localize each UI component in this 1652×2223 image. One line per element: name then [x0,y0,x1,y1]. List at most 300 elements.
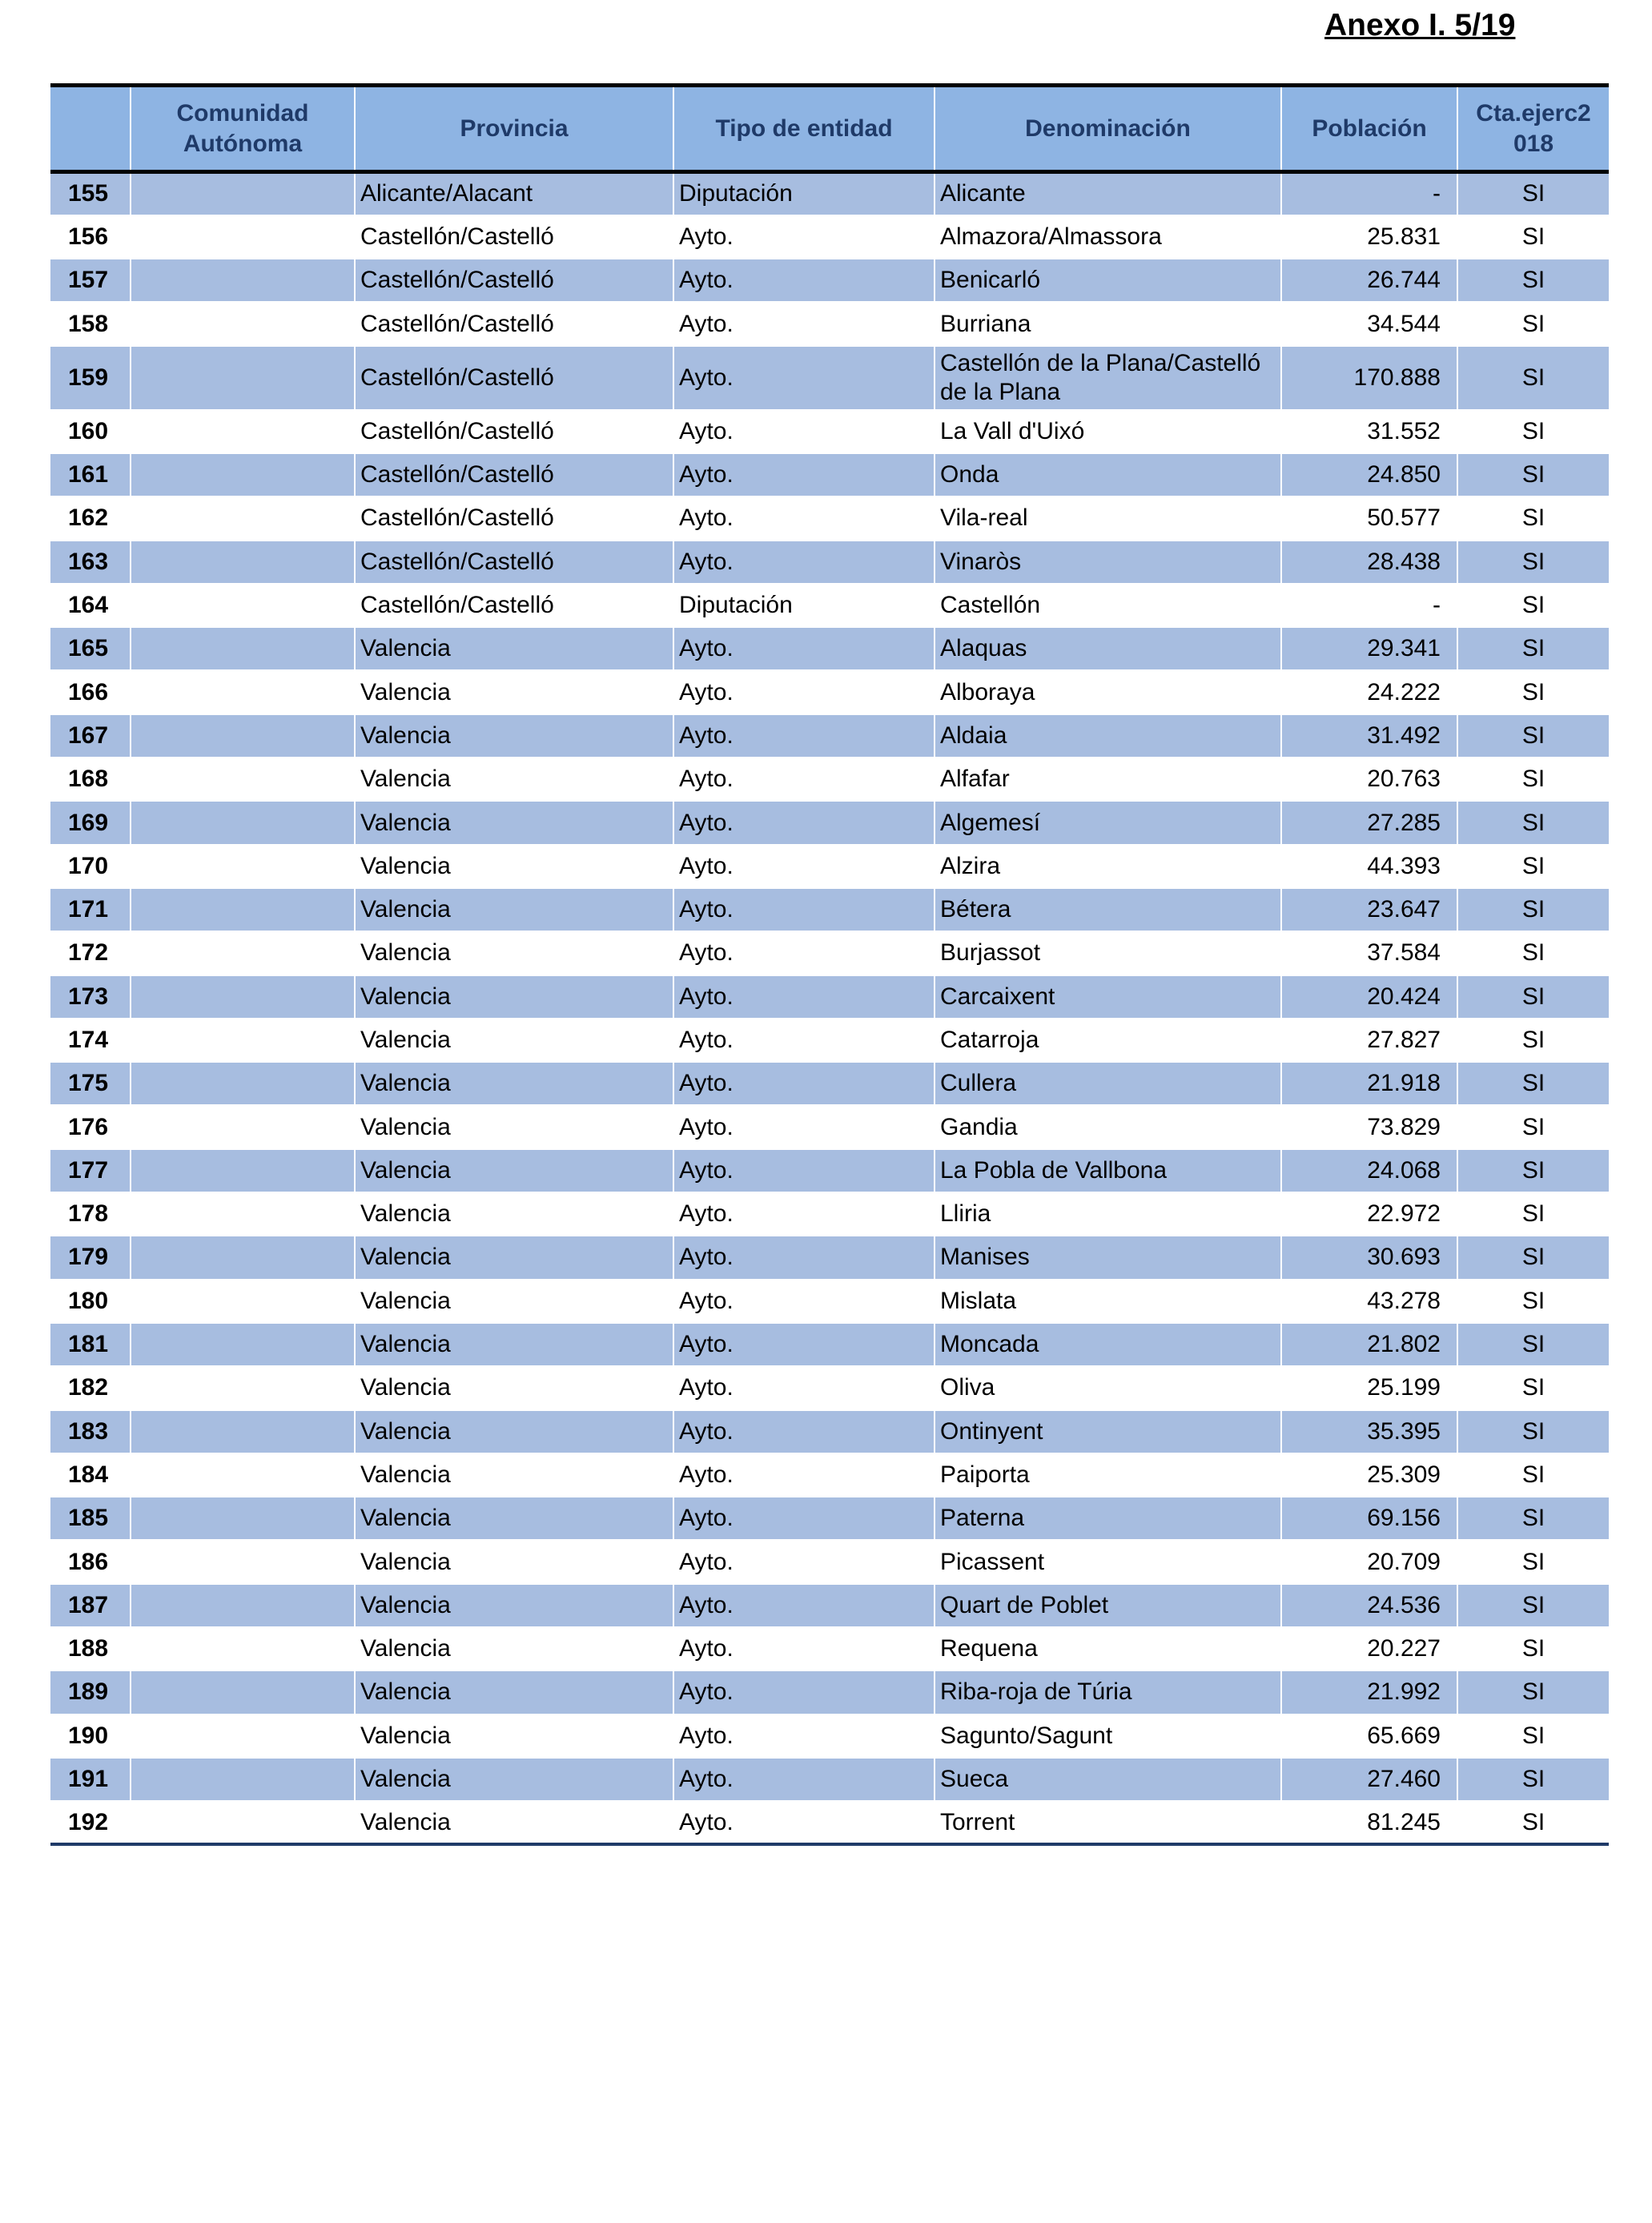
cell-comunidad [131,1453,355,1497]
table-row [50,627,1609,670]
cell-num: 158 [50,302,131,345]
cell-provincia: Valencia [355,1670,673,1714]
cell-num: 175 [50,1062,131,1105]
cell-cta: SI [1457,801,1609,844]
cell-provincia: Valencia [355,1062,673,1105]
cell-num: 169 [50,801,131,844]
cell-num: 191 [50,1758,131,1801]
table-row [50,259,1609,302]
cell-provincia: Castellón/Castelló [355,346,673,410]
cell-denominacion: Bétera [935,888,1281,931]
cell-provincia: Valencia [355,1453,673,1497]
cell-poblacion: 25.199 [1281,1366,1457,1409]
cell-denominacion: Algemesí [935,801,1281,844]
cell-cta: SI [1457,1192,1609,1236]
cell-comunidad [131,1584,355,1627]
cell-denominacion: Burriana [935,302,1281,345]
cell-comunidad [131,1497,355,1540]
header-comunidad: Comunidad Autónoma [131,86,355,172]
cell-provincia: Valencia [355,1280,673,1323]
cell-poblacion: 22.972 [1281,1192,1457,1236]
cell-poblacion: 27.460 [1281,1758,1457,1801]
cell-cta: SI [1457,670,1609,714]
cell-comunidad [131,172,355,215]
table-row [50,1062,1609,1105]
cell-denominacion: Benicarló [935,259,1281,302]
table-row [50,346,1609,410]
table-row [50,714,1609,758]
cell-cta: SI [1457,845,1609,888]
table-row [50,172,1609,215]
cell-denominacion: Alicante [935,172,1281,215]
cell-denominacion: Vila-real [935,496,1281,540]
cell-comunidad [131,1366,355,1409]
cell-comunidad [131,931,355,975]
table-row [50,453,1609,496]
cell-provincia: Castellón/Castelló [355,541,673,584]
cell-comunidad [131,259,355,302]
cell-tipo: Ayto. [673,1105,935,1148]
cell-cta: SI [1457,410,1609,453]
cell-tipo: Diputación [673,172,935,215]
cell-comunidad [131,1758,355,1801]
cell-tipo: Ayto. [673,714,935,758]
cell-poblacion: - [1281,172,1457,215]
cell-denominacion: Moncada [935,1323,1281,1366]
cell-denominacion: Onda [935,453,1281,496]
header-denominacion: Denominación [935,86,1281,172]
cell-num: 183 [50,1410,131,1453]
cell-tipo: Ayto. [673,1540,935,1583]
table-row [50,1192,1609,1236]
table-body [50,172,1609,1845]
cell-denominacion: Oliva [935,1366,1281,1409]
cell-num: 187 [50,1584,131,1627]
cell-comunidad [131,975,355,1019]
cell-provincia: Valencia [355,1105,673,1148]
cell-denominacion: Picassent [935,1540,1281,1583]
cell-provincia: Valencia [355,1192,673,1236]
cell-comunidad [131,541,355,584]
cell-denominacion: Burjassot [935,931,1281,975]
cell-tipo: Ayto. [673,259,935,302]
table-row [50,1627,1609,1670]
cell-cta: SI [1457,1062,1609,1105]
cell-num: 177 [50,1149,131,1192]
table-row [50,1670,1609,1714]
cell-tipo: Ayto. [673,801,935,844]
cell-poblacion: 24.068 [1281,1149,1457,1192]
cell-provincia: Valencia [355,627,673,670]
cell-provincia: Castellón/Castelló [355,584,673,627]
cell-cta: SI [1457,1453,1609,1497]
cell-cta: SI [1457,1019,1609,1062]
cell-num: 184 [50,1453,131,1497]
cell-cta: SI [1457,1670,1609,1714]
cell-tipo: Ayto. [673,975,935,1019]
cell-denominacion: Alaquas [935,627,1281,670]
cell-provincia: Valencia [355,1714,673,1758]
table-row [50,1540,1609,1583]
cell-tipo: Ayto. [673,1714,935,1758]
cell-num: 167 [50,714,131,758]
cell-provincia: Valencia [355,1366,673,1409]
cell-tipo: Ayto. [673,845,935,888]
cell-tipo: Ayto. [673,1670,935,1714]
cell-cta: SI [1457,975,1609,1019]
cell-denominacion: Sueca [935,1758,1281,1801]
cell-num: 163 [50,541,131,584]
cell-comunidad [131,670,355,714]
cell-denominacion: Alfafar [935,758,1281,801]
cell-poblacion: 31.492 [1281,714,1457,758]
cell-tipo: Ayto. [673,1323,935,1366]
cell-tipo: Ayto. [673,1366,935,1409]
cell-num: 157 [50,259,131,302]
cell-num: 179 [50,1236,131,1279]
cell-comunidad [131,1714,355,1758]
cell-denominacion: Sagunto/Sagunt [935,1714,1281,1758]
cell-denominacion: Paterna [935,1497,1281,1540]
cell-provincia: Valencia [355,1019,673,1062]
cell-tipo: Ayto. [673,410,935,453]
cell-cta: SI [1457,1323,1609,1366]
cell-cta: SI [1457,1497,1609,1540]
cell-provincia: Valencia [355,888,673,931]
cell-comunidad [131,627,355,670]
cell-tipo: Ayto. [673,1801,935,1844]
cell-provincia: Castellón/Castelló [355,410,673,453]
header-tipo: Tipo de entidad [673,86,935,172]
cell-provincia: Valencia [355,1758,673,1801]
cell-tipo: Ayto. [673,496,935,540]
cell-num: 182 [50,1366,131,1409]
cell-poblacion: 29.341 [1281,627,1457,670]
cell-poblacion: 34.544 [1281,302,1457,345]
cell-comunidad [131,346,355,410]
cell-comunidad [131,845,355,888]
cell-cta: SI [1457,541,1609,584]
cell-tipo: Ayto. [673,1758,935,1801]
header-num [50,86,131,172]
cell-provincia: Castellón/Castelló [355,215,673,259]
cell-denominacion: Alzira [935,845,1281,888]
cell-comunidad [131,758,355,801]
cell-cta: SI [1457,215,1609,259]
table-row [50,1105,1609,1148]
header-provincia: Provincia [355,86,673,172]
table-row [50,758,1609,801]
cell-tipo: Ayto. [673,302,935,345]
cell-comunidad [131,1670,355,1714]
cell-num: 174 [50,1019,131,1062]
cell-cta: SI [1457,1584,1609,1627]
cell-poblacion: 24.222 [1281,670,1457,714]
cell-num: 189 [50,1670,131,1714]
cell-denominacion: Alboraya [935,670,1281,714]
cell-tipo: Ayto. [673,758,935,801]
table-row [50,1149,1609,1192]
cell-provincia: Valencia [355,1801,673,1844]
cell-denominacion: Carcaixent [935,975,1281,1019]
cell-denominacion: Requena [935,1627,1281,1670]
cell-denominacion: Manises [935,1236,1281,1279]
table-row [50,541,1609,584]
cell-num: 164 [50,584,131,627]
cell-provincia: Valencia [355,670,673,714]
table-row [50,1019,1609,1062]
cell-cta: SI [1457,496,1609,540]
cell-comunidad [131,410,355,453]
cell-num: 185 [50,1497,131,1540]
cell-comunidad [131,801,355,844]
cell-cta: SI [1457,931,1609,975]
cell-poblacion: 28.438 [1281,541,1457,584]
cell-poblacion: 21.992 [1281,1670,1457,1714]
cell-comunidad [131,584,355,627]
cell-tipo: Ayto. [673,453,935,496]
cell-denominacion: Almazora/Almassora [935,215,1281,259]
cell-num: 192 [50,1801,131,1844]
cell-provincia: Valencia [355,801,673,844]
cell-cta: SI [1457,758,1609,801]
cell-cta: SI [1457,714,1609,758]
table-row [50,1714,1609,1758]
cell-provincia: Valencia [355,1149,673,1192]
cell-provincia: Valencia [355,931,673,975]
cell-denominacion: Aldaia [935,714,1281,758]
cell-poblacion: 81.245 [1281,1801,1457,1844]
cell-comunidad [131,1192,355,1236]
table-row [50,845,1609,888]
table-header-row [50,86,1609,172]
cell-denominacion: Castellón [935,584,1281,627]
cell-poblacion: 25.831 [1281,215,1457,259]
table-row [50,496,1609,540]
cell-provincia: Valencia [355,1410,673,1453]
cell-tipo: Ayto. [673,1192,935,1236]
cell-tipo: Ayto. [673,1627,935,1670]
cell-comunidad [131,1540,355,1583]
cell-poblacion: 30.693 [1281,1236,1457,1279]
cell-poblacion: 24.850 [1281,453,1457,496]
table-row [50,1497,1609,1540]
cell-comunidad [131,888,355,931]
cell-tipo: Ayto. [673,1019,935,1062]
cell-poblacion: 35.395 [1281,1410,1457,1453]
table-row [50,1236,1609,1279]
cell-provincia: Castellón/Castelló [355,302,673,345]
cell-provincia: Valencia [355,1497,673,1540]
cell-poblacion: 69.156 [1281,1497,1457,1540]
header-poblacion: Población [1281,86,1457,172]
cell-cta: SI [1457,259,1609,302]
table-row [50,215,1609,259]
cell-cta: SI [1457,1540,1609,1583]
cell-cta: SI [1457,172,1609,215]
cell-poblacion: 31.552 [1281,410,1457,453]
cell-denominacion: Lliria [935,1192,1281,1236]
cell-tipo: Ayto. [673,1280,935,1323]
cell-poblacion: 170.888 [1281,346,1457,410]
cell-tipo: Ayto. [673,627,935,670]
cell-comunidad [131,1019,355,1062]
cell-num: 180 [50,1280,131,1323]
table-row [50,1584,1609,1627]
cell-num: 170 [50,845,131,888]
cell-comunidad [131,1280,355,1323]
cell-num: 165 [50,627,131,670]
cell-num: 188 [50,1627,131,1670]
cell-poblacion: 26.744 [1281,259,1457,302]
cell-denominacion: Mislata [935,1280,1281,1323]
cell-cta: SI [1457,1410,1609,1453]
cell-poblacion: 20.424 [1281,975,1457,1019]
cell-provincia: Valencia [355,1627,673,1670]
cell-comunidad [131,1236,355,1279]
cell-comunidad [131,1801,355,1844]
cell-comunidad [131,302,355,345]
cell-denominacion: Ontinyent [935,1410,1281,1453]
table-row [50,1453,1609,1497]
table-row [50,1801,1609,1844]
cell-poblacion: 23.647 [1281,888,1457,931]
cell-provincia: Valencia [355,1323,673,1366]
cell-comunidad [131,453,355,496]
cell-provincia: Valencia [355,1236,673,1279]
cell-provincia: Valencia [355,758,673,801]
cell-tipo: Ayto. [673,1584,935,1627]
cell-cta: SI [1457,1758,1609,1801]
cell-denominacion: Catarroja [935,1019,1281,1062]
cell-poblacion: 27.285 [1281,801,1457,844]
table-row [50,1323,1609,1366]
cell-denominacion: La Vall d'Uixó [935,410,1281,453]
cell-poblacion: 21.918 [1281,1062,1457,1105]
cell-provincia: Valencia [355,1540,673,1583]
cell-tipo: Ayto. [673,215,935,259]
cell-tipo: Ayto. [673,1236,935,1279]
cell-denominacion: Paiporta [935,1453,1281,1497]
table-row [50,584,1609,627]
cell-comunidad [131,1105,355,1148]
cell-provincia: Castellón/Castelló [355,453,673,496]
cell-tipo: Ayto. [673,931,935,975]
cell-denominacion: Torrent [935,1801,1281,1844]
cell-tipo: Ayto. [673,1062,935,1105]
cell-poblacion: 50.577 [1281,496,1457,540]
cell-comunidad [131,1410,355,1453]
cell-num: 168 [50,758,131,801]
table-row [50,1366,1609,1409]
cell-poblacion: 43.278 [1281,1280,1457,1323]
cell-num: 160 [50,410,131,453]
cell-provincia: Castellón/Castelló [355,496,673,540]
table-row [50,670,1609,714]
table-row [50,975,1609,1019]
cell-poblacion: 24.536 [1281,1584,1457,1627]
cell-num: 172 [50,931,131,975]
cell-tipo: Ayto. [673,888,935,931]
cell-tipo: Ayto. [673,346,935,410]
cell-comunidad [131,496,355,540]
table-row [50,801,1609,844]
table-row [50,888,1609,931]
table-row [50,302,1609,345]
cell-cta: SI [1457,1627,1609,1670]
cell-comunidad [131,1149,355,1192]
cell-poblacion: - [1281,584,1457,627]
cell-comunidad [131,714,355,758]
cell-num: 155 [50,172,131,215]
cell-cta: SI [1457,627,1609,670]
cell-cta: SI [1457,1149,1609,1192]
cell-poblacion: 73.829 [1281,1105,1457,1148]
entities-table [50,83,1609,1846]
cell-denominacion: Gandia [935,1105,1281,1148]
cell-comunidad [131,1323,355,1366]
cell-tipo: Ayto. [673,1453,935,1497]
cell-num: 186 [50,1540,131,1583]
cell-provincia: Valencia [355,975,673,1019]
cell-denominacion: La Pobla de Vallbona [935,1149,1281,1192]
cell-denominacion: Vinaròs [935,541,1281,584]
cell-poblacion: 37.584 [1281,931,1457,975]
cell-poblacion: 44.393 [1281,845,1457,888]
cell-denominacion: Quart de Poblet [935,1584,1281,1627]
cell-poblacion: 27.827 [1281,1019,1457,1062]
cell-num: 161 [50,453,131,496]
annex-title: Anexo I. 5/19 [1324,8,1516,42]
cell-num: 156 [50,215,131,259]
cell-cta: SI [1457,1366,1609,1409]
cell-tipo: Ayto. [673,541,935,584]
cell-provincia: Valencia [355,1584,673,1627]
cell-num: 190 [50,1714,131,1758]
cell-cta: SI [1457,346,1609,410]
cell-num: 162 [50,496,131,540]
cell-cta: SI [1457,302,1609,345]
cell-comunidad [131,215,355,259]
cell-comunidad [131,1627,355,1670]
cell-poblacion: 20.763 [1281,758,1457,801]
cell-num: 178 [50,1192,131,1236]
cell-cta: SI [1457,888,1609,931]
cell-cta: SI [1457,1714,1609,1758]
cell-num: 173 [50,975,131,1019]
cell-num: 176 [50,1105,131,1148]
cell-tipo: Ayto. [673,670,935,714]
cell-cta: SI [1457,584,1609,627]
cell-tipo: Ayto. [673,1149,935,1192]
cell-num: 159 [50,346,131,410]
cell-provincia: Valencia [355,845,673,888]
cell-cta: SI [1457,1801,1609,1844]
header-cta: Cta.ejerc2 018 [1457,86,1609,172]
table-row [50,410,1609,453]
cell-tipo: Ayto. [673,1410,935,1453]
cell-denominacion: Castellón de la Plana/Castelló de la Plana [935,346,1281,410]
cell-tipo: Diputación [673,584,935,627]
cell-cta: SI [1457,1236,1609,1279]
cell-num: 181 [50,1323,131,1366]
table-row [50,931,1609,975]
cell-denominacion: Riba-roja de Túria [935,1670,1281,1714]
table-row [50,1410,1609,1453]
cell-num: 166 [50,670,131,714]
cell-cta: SI [1457,1105,1609,1148]
cell-denominacion: Cullera [935,1062,1281,1105]
